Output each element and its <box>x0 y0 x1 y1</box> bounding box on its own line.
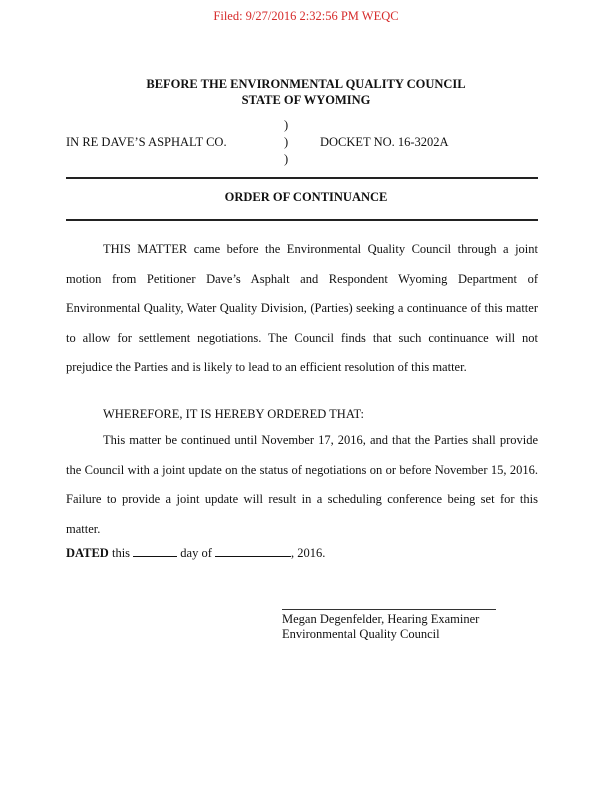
docket-number: DOCKET NO. 16-3202A <box>320 135 449 149</box>
dated-year: , 2016. <box>291 546 326 560</box>
body-paragraph-1: THIS MATTER came before the Environmental Quality Council through a joint motion from Petitioner Dave’s Asphalt and Respondent Wyoming Department of Environmental Quality, Water Quality Division, (Parties) seeking a continuance of this matter to allow for settlement negotiations. The Council finds that such continuance will not prejudice the Parties and is likely to lead to an efficient resolution of this matter. <box>66 242 538 374</box>
examiner-name: Megan Degenfelder, Hearing Examiner <box>282 612 480 626</box>
order-title: ORDER OF CONTINUANCE <box>224 190 388 204</box>
dated-label: DATED <box>66 546 109 560</box>
examiner-organization: Environmental Quality Council <box>282 627 440 641</box>
case-name: IN RE DAVE’S ASPHALT CO. <box>66 135 227 149</box>
bottom-divider <box>66 219 538 221</box>
caption-paren: ) <box>284 152 289 166</box>
signature-line <box>282 609 496 610</box>
month-blank <box>215 545 291 557</box>
dated-this: this <box>111 546 131 560</box>
filed-stamp: Filed: 9/27/2016 2:32:56 PM WEQC <box>213 9 399 23</box>
state-heading: STATE OF WYOMING <box>241 93 371 107</box>
wherefore-clause: WHEREFORE, IT IS HEREBY ORDERED THAT: <box>103 407 364 421</box>
caption-paren: ) <box>284 118 289 132</box>
day-blank <box>133 545 177 557</box>
body-paragraph-2: This matter be continued until November 17, 2016, and that the Parties shall provide the Council with a joint update on the status of negotiations on or before November 15, 2016. Failure to provide a joint update will result in a scheduling conference being set for this matter. <box>66 433 538 536</box>
top-divider <box>66 177 538 179</box>
dated-day-of: day of <box>180 546 212 560</box>
dated-line <box>66 545 325 561</box>
council-heading: BEFORE THE ENVIRONMENTAL QUALITY COUNCIL <box>146 77 466 91</box>
caption-paren: ) <box>284 135 289 149</box>
